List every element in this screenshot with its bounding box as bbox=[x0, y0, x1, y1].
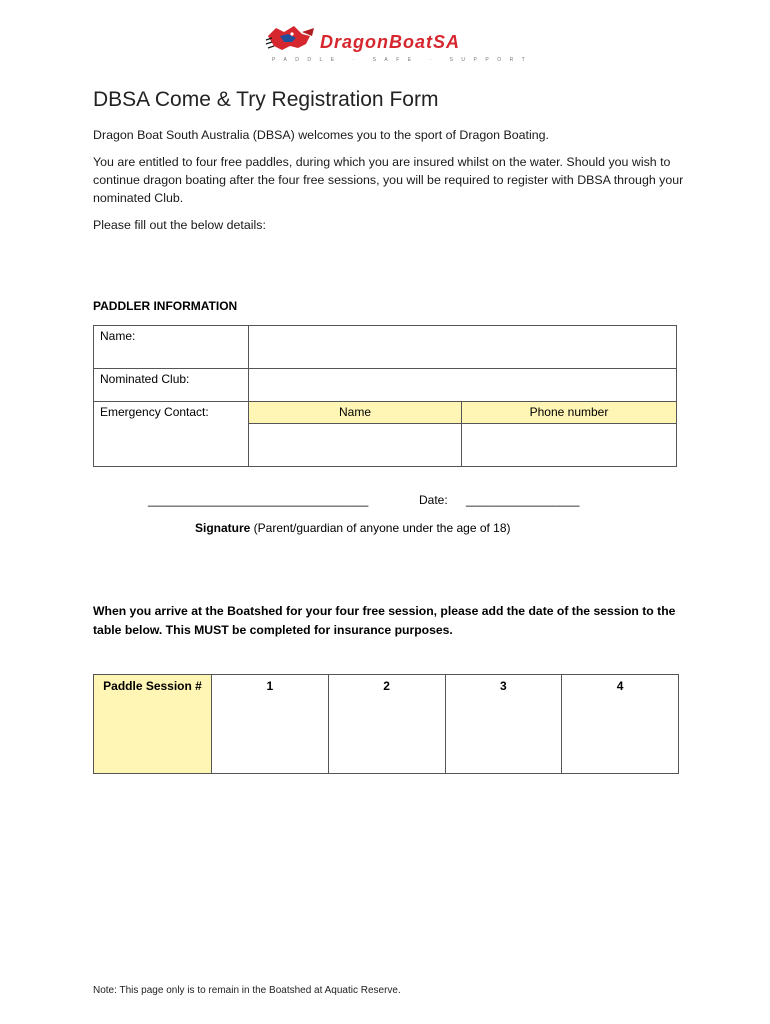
paddle-session-label: Paddle Session # bbox=[94, 675, 212, 774]
intro-paragraph-2: You are entitled to four free paddles, during which you are insured whilst on the water. Should you wish to continue dragon boating after the four free sessions, you will be required to register with DBSA through your nominated Club. bbox=[93, 155, 684, 205]
logo-wordmark: DragonBoatSA bbox=[320, 32, 461, 52]
session-cell-2[interactable]: 2 bbox=[328, 675, 445, 774]
ec-phone-header: Phone number bbox=[462, 402, 677, 424]
ec-name-header: Name bbox=[249, 402, 462, 424]
signature-caption-rest: (Parent/guardian of anyone under the age of 18) bbox=[250, 521, 511, 535]
name-label: Name: bbox=[94, 326, 249, 369]
paddler-info-table bbox=[93, 325, 677, 467]
ec-phone-field[interactable] bbox=[462, 424, 677, 467]
date-label: Date: bbox=[419, 493, 448, 507]
session-instruction: When you arrive at the Boatshed for your four free session, please add the date of the session to the table below. This MUST be completed for insurance purposes. bbox=[93, 604, 676, 637]
signature-caption-bold: Signature bbox=[195, 521, 251, 535]
emergency-contact-label: Emergency Contact: bbox=[94, 402, 249, 467]
ec-name-field[interactable] bbox=[249, 424, 462, 467]
name-field[interactable] bbox=[249, 326, 677, 369]
session-cell-1[interactable]: 1 bbox=[212, 675, 329, 774]
date-line[interactable]: _________________ bbox=[466, 493, 580, 507]
club-field[interactable] bbox=[249, 369, 677, 402]
session-cell-4[interactable]: 4 bbox=[562, 675, 679, 774]
intro-paragraph-3: Please fill out the below details: bbox=[93, 218, 266, 232]
intro-paragraph-1: Dragon Boat South Australia (DBSA) welcomes you to the sport of Dragon Boating. bbox=[93, 128, 549, 142]
paddler-info-heading: PADDLER INFORMATION bbox=[93, 299, 238, 313]
dragon-head-icon bbox=[262, 22, 534, 64]
footer-note: Note: This page only is to remain in the Boatshed at Aquatic Reserve. bbox=[93, 985, 401, 996]
session-cell-3[interactable]: 3 bbox=[445, 675, 562, 774]
page-title: DBSA Come & Try Registration Form bbox=[93, 88, 439, 111]
paddle-session-table bbox=[93, 674, 679, 774]
club-label: Nominated Club: bbox=[94, 369, 249, 402]
signature-line[interactable]: _________________________________ bbox=[148, 493, 369, 507]
logo-tagline: PADDLE · SAFE · SUPPORT bbox=[272, 57, 534, 63]
signature-caption bbox=[195, 521, 511, 535]
dragonboat-sa-logo bbox=[262, 22, 534, 64]
